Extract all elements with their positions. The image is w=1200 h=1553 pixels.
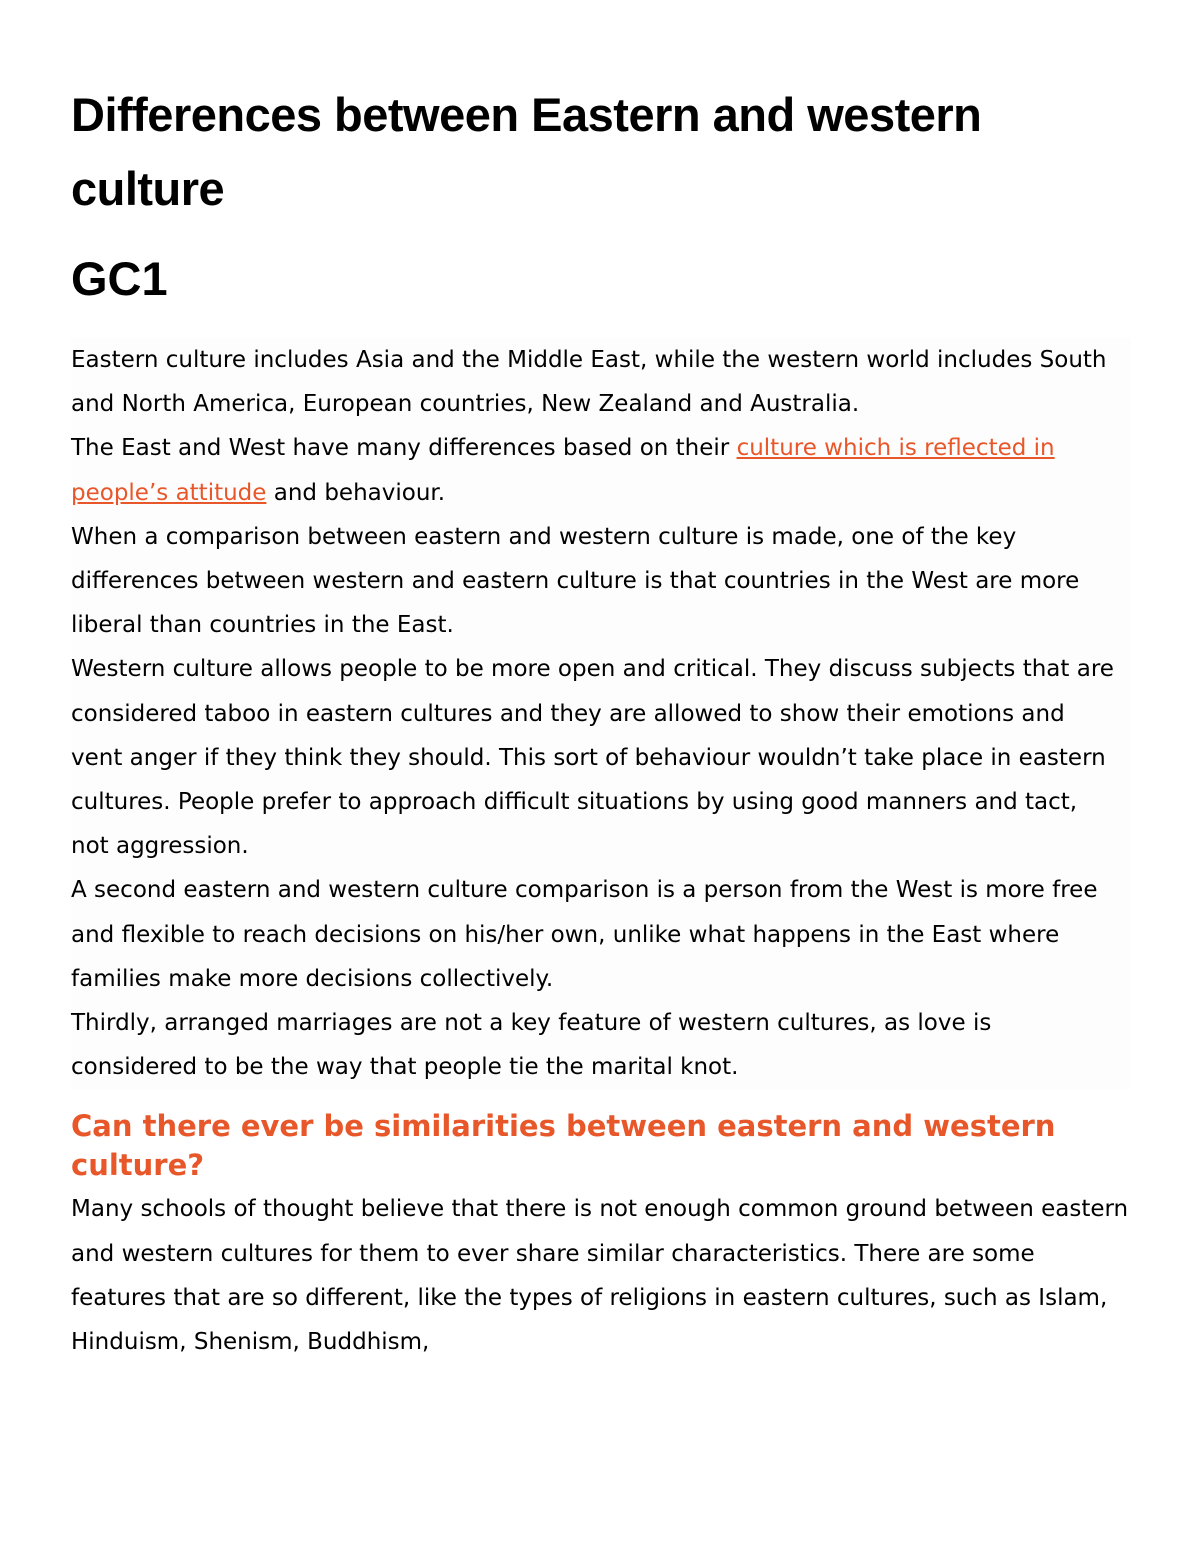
paragraph-text: and behaviour. bbox=[266, 479, 446, 506]
paragraph-similarities: Many schools of thought believe that there is not enough common ground between eastern and western cultures for them to ever share similar characteristics. There are some features that are so different, like the types of religions in eastern cultures, such as Islam, Hinduism, Shenism, Buddhism, bbox=[71, 1196, 1129, 1356]
culture-attitude-link[interactable]: culture which is reflected in people’s attitude bbox=[71, 435, 1055, 506]
paragraph-marriages: Thirdly, arranged marriages are not a key feature of western cultures, as love is considered to be the way that people tie the marital knot. bbox=[71, 1010, 992, 1081]
paragraph-regions: Eastern culture includes Asia and the Middle East, while the western world includes South and North America, European countries, New Zealand and Australia. bbox=[71, 347, 1107, 418]
section-heading: Can there ever be similarities between eastern and western culture? bbox=[71, 1109, 1056, 1183]
body-text-block bbox=[71, 338, 1131, 1089]
paragraph-openness: Western culture allows people to be more open and critical. They discuss subjects that are considered taboo in eastern cultures and they are allowed to show their emotions and vent anger if they think they should. This sort of behaviour wouldn’t take place in eastern cultures. People prefer to approach difficult situations by using good manners and tact, not aggression. bbox=[71, 656, 1114, 860]
paragraph-differences bbox=[71, 426, 1121, 514]
document-code: GC1 bbox=[71, 252, 168, 305]
paragraph-decisions: A second eastern and western culture comparison is a person from the West is more free and flexible to reach decisions on his/her own, unlike what happens in the East where families make more decisions collectively. bbox=[71, 877, 1098, 992]
document-page bbox=[71, 78, 1131, 1364]
paragraph-text: The East and West have many differences based on their bbox=[71, 435, 737, 462]
document-title: Differences between Eastern and western culture bbox=[71, 88, 982, 215]
paragraph-comparison: When a comparison between eastern and western culture is made, one of the key differences between western and eastern culture is that countries in the West are more liberal than countries in the East. bbox=[71, 523, 1080, 639]
